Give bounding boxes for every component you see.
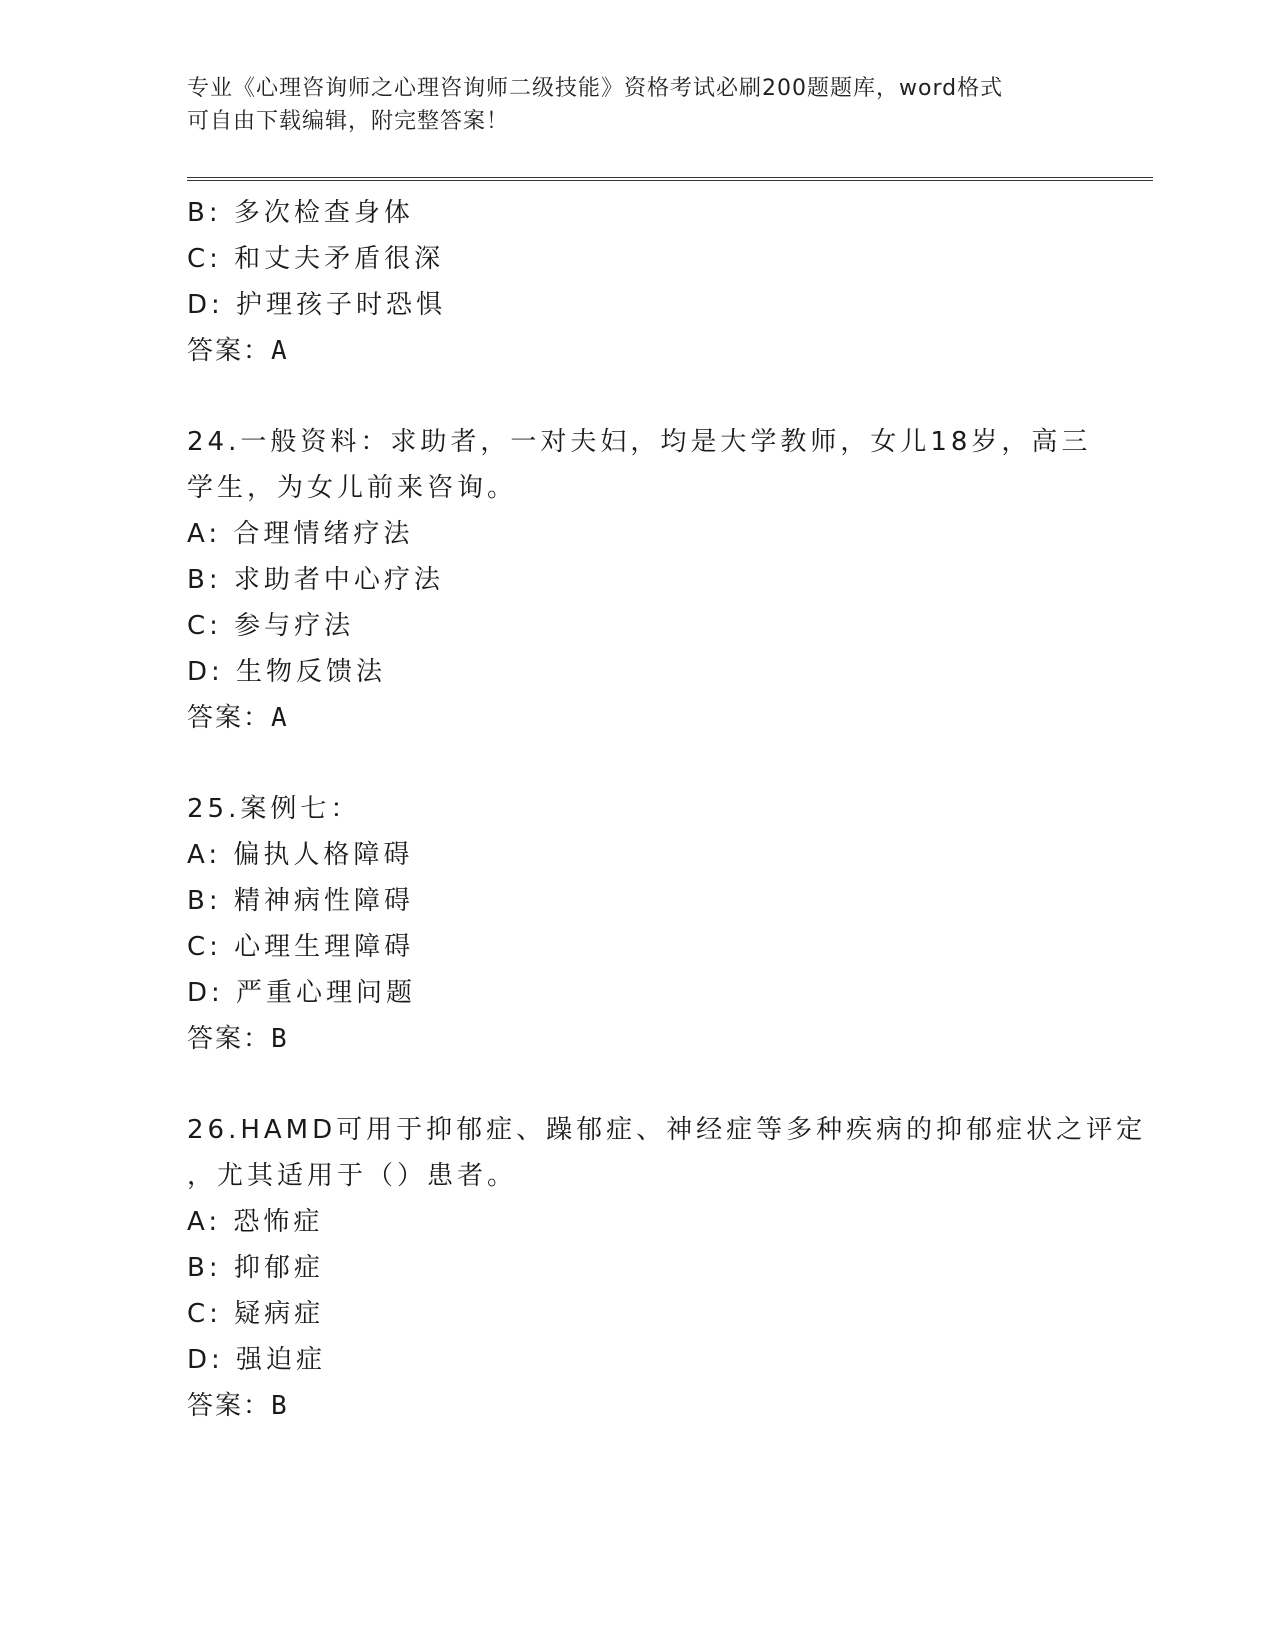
answer-line	[187, 695, 1147, 741]
spacer	[187, 741, 1147, 786]
option-c: C: 疑病症	[187, 1299, 325, 1329]
spacer	[187, 374, 1147, 419]
answer-label: 答案：	[187, 336, 272, 366]
document-header	[187, 72, 1087, 138]
answer-label: 答案：	[187, 703, 272, 733]
option-b: B: 多次检查身体	[187, 198, 414, 228]
answer-value: B	[271, 1024, 289, 1054]
question-stem-line-1: 24.一般资料：求助者，一对夫妇，均是大学教师，女儿18岁，高三	[187, 427, 1092, 457]
question-list	[187, 190, 1147, 1429]
question-23-tail	[187, 190, 1147, 374]
question-stem-line-2: ，尤其适用于（）患者。	[187, 1161, 518, 1191]
option-b: B: 抑郁症	[187, 1253, 324, 1283]
answer-line	[187, 328, 1147, 374]
answer-value: A	[271, 336, 289, 366]
spacer	[187, 1062, 1147, 1107]
option-d: D: 护理孩子时恐惧	[187, 290, 447, 320]
option-d: D: 强迫症	[187, 1345, 327, 1375]
question-stem-line-2: 学生，为女儿前来咨询。	[187, 473, 518, 503]
question-stem-line-1: 26.HAMD可用于抑郁症、躁郁症、神经症等多种疾病的抑郁症状之评定	[187, 1115, 1147, 1145]
option-a: A: 合理情绪疗法	[187, 519, 414, 549]
option-c: C: 心理生理障碍	[187, 932, 415, 962]
question-26	[187, 1107, 1147, 1429]
option-a: A: 恐怖症	[187, 1207, 324, 1237]
answer-label: 答案：	[187, 1024, 272, 1054]
option-d: D: 严重心理问题	[187, 978, 417, 1008]
option-b: B: 精神病性障碍	[187, 886, 414, 916]
header-divider	[187, 177, 1153, 181]
question-25	[187, 786, 1147, 1062]
option-c: C: 和丈夫矛盾很深	[187, 244, 445, 274]
header-line-1: 专业《心理咨询师之心理咨询师二级技能》资格考试必刷200题题库，word格式	[187, 76, 1004, 101]
option-c: C: 参与疗法	[187, 611, 355, 641]
option-d: D: 生物反馈法	[187, 657, 387, 687]
answer-value: B	[271, 1391, 289, 1421]
option-b: B: 求助者中心疗法	[187, 565, 444, 595]
option-a: A: 偏执人格障碍	[187, 840, 414, 870]
header-line-2: 可自由下载编辑，附完整答案！	[187, 109, 510, 134]
answer-line	[187, 1016, 1147, 1062]
answer-label: 答案：	[187, 1391, 272, 1421]
answer-value: A	[271, 703, 289, 733]
answer-line	[187, 1383, 1147, 1429]
question-stem-line-1: 25.案例七：	[187, 794, 361, 824]
question-24	[187, 419, 1147, 741]
